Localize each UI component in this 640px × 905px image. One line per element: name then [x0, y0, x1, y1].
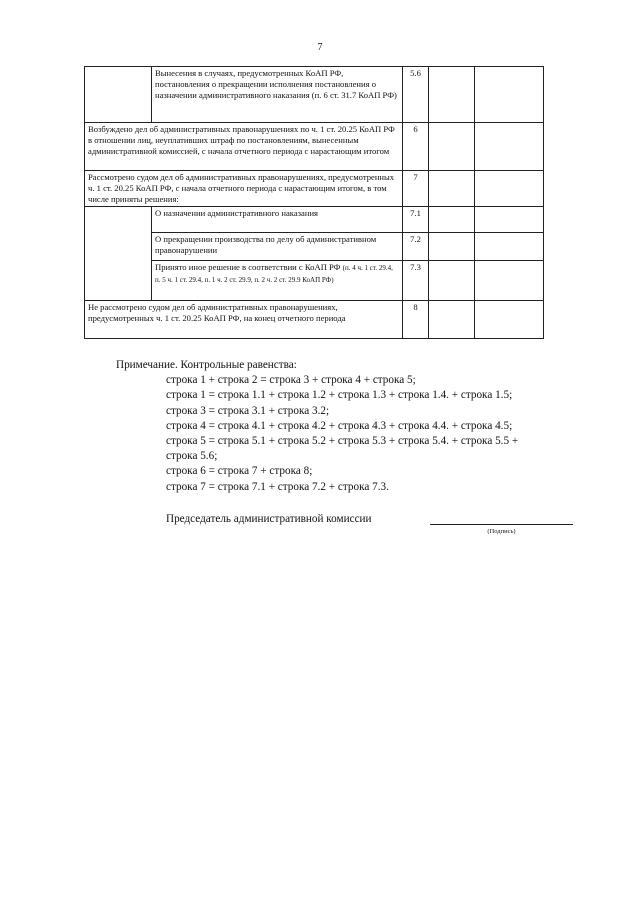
value-cell [429, 261, 475, 301]
value-cell [475, 67, 544, 123]
table-row [85, 123, 544, 171]
signature-label: Председатель административной комиссии [166, 513, 372, 525]
equation-line: строка 1 + строка 2 = строка 3 + строка 4 + строка 5; [166, 374, 416, 387]
page-number: 7 [317, 42, 323, 53]
row-number: 8 [403, 301, 429, 339]
value-cell [475, 171, 544, 207]
note-block [116, 358, 586, 495]
row-label: Рассмотрено судом дел об административных правонарушениях, предусмотренных ч. 1 ст. 20.25 КоАП РФ, с начала отчетного периода с нарастающим итогом, в том числе приняты решения: [85, 171, 403, 207]
row-number: 7.3 [403, 261, 429, 301]
table-row [85, 67, 544, 123]
blank-cell [85, 207, 152, 301]
table-row [85, 233, 544, 261]
note-title: Примечание. Контрольные равенства: [116, 359, 297, 371]
value-cell [429, 233, 475, 261]
blank-cell [85, 67, 152, 123]
row-label: Принято иное решение в соответствии с КоАП РФ [155, 262, 341, 272]
row-number: 7.1 [403, 207, 429, 233]
table-row [85, 207, 544, 233]
row-label-note: (п. 4 ч. 1 ст. 29.4, п. 5 ч. 1 ст. 29.4, п. 1 ч. 2 ст. 29.9, п. 2 ч. 2 ст. 29.9 КоАП РФ) [155, 264, 393, 284]
value-cell [475, 261, 544, 301]
row-label-cell [152, 261, 403, 301]
row-label: Не рассмотрено судом дел об административных правонарушениях, предусмотренных ч. 1 ст. 20.25 КоАП РФ, на конец отчетного периода [85, 301, 403, 339]
equation-line: строка 7 = строка 7.1 + строка 7.2 + строка 7.3. [166, 480, 389, 493]
value-cell [475, 123, 544, 171]
equation-line: строка 1 = строка 1.1 + строка 1.2 + строка 1.3 + строка 1.4. + строка 1.5; [166, 389, 513, 402]
row-number: 7 [403, 171, 429, 207]
value-cell [429, 67, 475, 123]
value-cell [429, 171, 475, 207]
row-label: Возбуждено дел об административных правонарушениях по ч. 1 ст. 20.25 КоАП РФ в отношении лиц, неуплативших штраф по постановлениям, вынесенным административной комиссией, с начала отчетного периода с нарастающим итогом [85, 123, 403, 171]
value-cell [475, 207, 544, 233]
equation-line: строка 6 = строка 7 + строка 8; [166, 465, 313, 478]
row-number: 6 [403, 123, 429, 171]
row-label: О назначении административного наказания [152, 207, 403, 233]
table-row [85, 301, 544, 339]
table-row [85, 171, 544, 207]
report-table [84, 66, 544, 339]
row-number: 7.2 [403, 233, 429, 261]
value-cell [429, 123, 475, 171]
equation-line: строка 5.6; [166, 450, 218, 463]
equation-line: строка 4 = строка 4.1 + строка 4.2 + строка 4.3 + строка 4.4. + строка 4.5; [166, 419, 513, 432]
value-cell [429, 301, 475, 339]
row-label: О прекращении производства по делу об административном правонарушении [152, 233, 403, 261]
signature-caption: (Подпись) [487, 528, 516, 535]
value-cell [475, 233, 544, 261]
row-number: 5.6 [403, 67, 429, 123]
equation-line: строка 5 = строка 5.1 + строка 5.2 + строка 5.3 + строка 5.4. + строка 5.5 + [166, 435, 519, 448]
value-cell [475, 301, 544, 339]
signature-line [430, 524, 573, 525]
row-label: Вынесения в случаях, предусмотренных КоАП РФ, постановления о прекращении исполнения постановления о назначении административного наказания (п. 6 ст. 31.7 КоАП РФ) [152, 67, 403, 123]
value-cell [429, 207, 475, 233]
equation-line: строка 3 = строка 3.1 + строка 3.2; [166, 404, 330, 417]
table-row [85, 261, 544, 301]
